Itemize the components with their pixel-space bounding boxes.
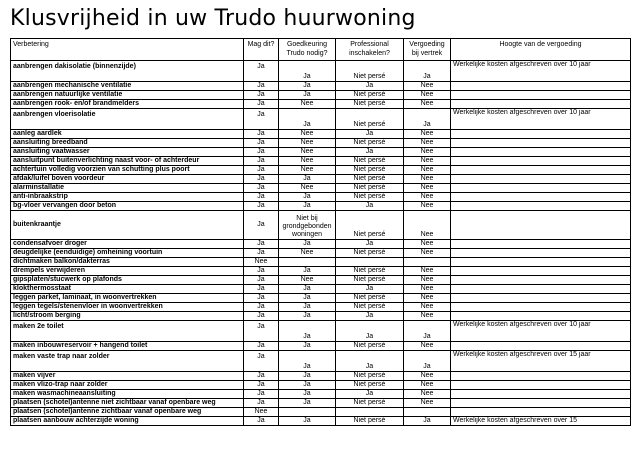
professional-cell: Ja (336, 82, 404, 91)
compensation-amount-cell (451, 100, 631, 109)
professional-cell: Ja (336, 390, 404, 399)
table-row (11, 276, 631, 285)
compensation-cell: Nee (404, 276, 451, 285)
allowed-cell: Ja (244, 249, 279, 258)
compensation-amount-cell (451, 148, 631, 157)
compensation-cell: Nee (404, 130, 451, 139)
approval-cell: Nee (279, 276, 336, 285)
approval-cell: Ja (279, 303, 336, 312)
professional-cell: Ja (336, 202, 404, 211)
allowed-cell: Nee (244, 258, 279, 267)
improvement-cell: deugdelijke (eenduidige) omheining voortuin (11, 249, 244, 258)
professional-cell: Niet persé (336, 342, 404, 351)
improvement-cell: aanleg aardlek (11, 130, 244, 139)
professional-cell: Niet persé (336, 91, 404, 100)
approval-cell: Ja (279, 175, 336, 184)
professional-cell: Niet persé (336, 175, 404, 184)
table-row (11, 294, 631, 303)
allowed-cell: Ja (244, 130, 279, 139)
improvement-cell: gipsplaten/stucwerk op plafonds (11, 276, 244, 285)
compensation-cell: Nee (404, 202, 451, 211)
table-row (11, 82, 631, 91)
approval-cell: Ja (279, 193, 336, 202)
professional-cell: Niet persé (336, 276, 404, 285)
improvement-cell: maken 2e toilet (11, 321, 244, 342)
improvement-cell: aansluiting breedband (11, 139, 244, 148)
header-hoogte: Hoogte van de vergoeding (451, 39, 631, 61)
approval-cell: Ja (279, 267, 336, 276)
improvement-cell: condensafvoer droger (11, 240, 244, 249)
compensation-cell: Ja (404, 321, 451, 342)
approval-cell: Nee (279, 184, 336, 193)
professional-cell: Niet persé (336, 381, 404, 390)
table-row (11, 157, 631, 166)
compensation-amount-cell: Werkelijke kosten afgeschreven over 10 jaar (451, 61, 631, 82)
compensation-cell: Ja (404, 61, 451, 82)
improvement-cell: anti-inbraakstrip (11, 193, 244, 202)
compensation-amount-cell (451, 91, 631, 100)
compensation-cell: Ja (404, 109, 451, 130)
improvement-cell: alarminstallatie (11, 184, 244, 193)
table-body (11, 61, 631, 426)
improvement-cell: dichtmaken balkon/dakterras (11, 258, 244, 267)
allowed-cell: Ja (244, 91, 279, 100)
header-goedkeuring: Goedkeuring Trudo nodig? (279, 39, 336, 61)
approval-cell (279, 258, 336, 267)
approval-cell: Nee (279, 100, 336, 109)
approval-cell (279, 408, 336, 417)
table-row (11, 390, 631, 399)
table-row (11, 372, 631, 381)
allowed-cell: Ja (244, 202, 279, 211)
improvement-cell: aanbrengen dakisolatie (binnenzijde) (11, 61, 244, 82)
approval-cell: Ja (279, 381, 336, 390)
compensation-amount-cell (451, 202, 631, 211)
compensation-amount-cell (451, 184, 631, 193)
approval-cell: Ja (279, 312, 336, 321)
improvement-cell: afdak/luifel boven voordeur (11, 175, 244, 184)
compensation-amount-cell (451, 166, 631, 175)
allowed-cell: Ja (244, 342, 279, 351)
professional-cell: Niet persé (336, 166, 404, 175)
professional-cell: Ja (336, 285, 404, 294)
compensation-amount-cell (451, 399, 631, 408)
table-row (11, 109, 631, 130)
compensation-amount-cell (451, 267, 631, 276)
professional-cell: Ja (336, 321, 404, 342)
header-professional: Professional inschakelen? (336, 39, 404, 61)
compensation-amount-cell (451, 390, 631, 399)
professional-cell: Niet persé (336, 193, 404, 202)
approval-cell: Ja (279, 417, 336, 426)
table-row (11, 148, 631, 157)
approval-cell: Ja (279, 294, 336, 303)
improvement-cell: klokthermosstaat (11, 285, 244, 294)
approval-cell: Ja (279, 240, 336, 249)
allowed-cell: Nee (244, 408, 279, 417)
professional-cell: Niet persé (336, 372, 404, 381)
compensation-amount-cell (451, 249, 631, 258)
compensation-amount-cell (451, 342, 631, 351)
improvement-cell: plaatsen (schotel)antenne zichtbaar vanaf openbare weg (11, 408, 244, 417)
table-row (11, 211, 631, 240)
allowed-cell: Ja (244, 175, 279, 184)
header-mag-dit: Mag dit? (244, 39, 279, 61)
compensation-amount-cell (451, 130, 631, 139)
professional-cell: Niet persé (336, 100, 404, 109)
compensation-cell: Nee (404, 342, 451, 351)
compensation-cell: Nee (404, 166, 451, 175)
allowed-cell: Ja (244, 312, 279, 321)
professional-cell: Niet persé (336, 61, 404, 82)
compensation-amount-cell (451, 372, 631, 381)
table-row (11, 100, 631, 109)
table-header-row (11, 39, 631, 61)
allowed-cell: Ja (244, 417, 279, 426)
compensation-amount-cell: Werkelijke kosten afgeschreven over 10 jaar (451, 321, 631, 342)
improvement-cell: buitenkraantje (11, 211, 244, 240)
compensation-cell: Nee (404, 175, 451, 184)
compensation-cell: Nee (404, 312, 451, 321)
professional-cell: Niet persé (336, 267, 404, 276)
allowed-cell: Ja (244, 276, 279, 285)
approval-cell: Ja (279, 109, 336, 130)
improvement-cell: aanbrengen rook- en/of brandmelders (11, 100, 244, 109)
professional-cell: Niet persé (336, 184, 404, 193)
table-row (11, 166, 631, 175)
professional-cell: Niet persé (336, 303, 404, 312)
compensation-cell: Nee (404, 211, 451, 240)
improvement-cell: aansluiting vaatwasser (11, 148, 244, 157)
approval-cell: Ja (279, 390, 336, 399)
table-row (11, 312, 631, 321)
table-row (11, 351, 631, 372)
table-row (11, 417, 631, 426)
table-row (11, 303, 631, 312)
approval-cell: Ja (279, 202, 336, 211)
table-row (11, 184, 631, 193)
compensation-amount-cell (451, 175, 631, 184)
compensation-cell: Nee (404, 100, 451, 109)
page-title: Klusvrijheid in uw Trudo huurwoning (10, 6, 416, 31)
approval-cell: Ja (279, 321, 336, 342)
approval-cell: Nee (279, 249, 336, 258)
header-verbetering: Verbetering (11, 39, 244, 61)
improvement-cell: maken vijver (11, 372, 244, 381)
professional-cell: Ja (336, 312, 404, 321)
table-row (11, 408, 631, 417)
improvement-cell: plaatsen aanbouw achterzijde woning (11, 417, 244, 426)
compensation-cell: Nee (404, 372, 451, 381)
table-row (11, 130, 631, 139)
compensation-cell: Nee (404, 249, 451, 258)
table-row (11, 61, 631, 82)
improvement-cell: aanbrengen vloerisolatie (11, 109, 244, 130)
compensation-amount-cell (451, 157, 631, 166)
allowed-cell: Ja (244, 372, 279, 381)
compensation-amount-cell (451, 408, 631, 417)
allowed-cell: Ja (244, 381, 279, 390)
table-row (11, 342, 631, 351)
compensation-cell: Nee (404, 148, 451, 157)
professional-cell (336, 408, 404, 417)
compensation-amount-cell: Werkelijke kosten afgeschreven over 15 (451, 417, 631, 426)
compensation-cell: Nee (404, 157, 451, 166)
approval-cell: Ja (279, 285, 336, 294)
compensation-amount-cell (451, 82, 631, 91)
compensation-cell: Nee (404, 285, 451, 294)
table-row (11, 139, 631, 148)
professional-cell: Niet persé (336, 157, 404, 166)
allowed-cell: Ja (244, 184, 279, 193)
approval-cell: Nee (279, 139, 336, 148)
compensation-amount-cell (451, 285, 631, 294)
allowed-cell: Ja (244, 157, 279, 166)
allowed-cell: Ja (244, 193, 279, 202)
header-vergoeding: Vergoeding bij vertrek (404, 39, 451, 61)
improvement-cell: leggen parket, laminaat, in woonvertrekken (11, 294, 244, 303)
compensation-cell: Nee (404, 91, 451, 100)
improvement-cell: maken wasmachineaansluiting (11, 390, 244, 399)
professional-cell: Niet persé (336, 399, 404, 408)
compensation-amount-cell: Werkelijke kosten afgeschreven over 15 jaar (451, 351, 631, 372)
allowed-cell: Ja (244, 390, 279, 399)
compensation-cell: Nee (404, 184, 451, 193)
allowed-cell: Ja (244, 100, 279, 109)
allowed-cell: Ja (244, 139, 279, 148)
allowed-cell: Ja (244, 294, 279, 303)
table-row (11, 91, 631, 100)
compensation-cell: Nee (404, 381, 451, 390)
compensation-amount-cell (451, 258, 631, 267)
approval-cell: Ja (279, 342, 336, 351)
professional-cell: Ja (336, 130, 404, 139)
table-row (11, 267, 631, 276)
professional-cell: Niet persé (336, 139, 404, 148)
approval-cell: Ja (279, 399, 336, 408)
allowed-cell: Ja (244, 82, 279, 91)
compensation-amount-cell: Werkelijke kosten afgeschreven over 10 jaar (451, 109, 631, 130)
renovation-table (10, 38, 631, 426)
compensation-cell: Nee (404, 267, 451, 276)
table-row (11, 202, 631, 211)
approval-cell: Nee (279, 130, 336, 139)
compensation-cell: Nee (404, 139, 451, 148)
table-row (11, 258, 631, 267)
improvement-cell: licht/stroom berging (11, 312, 244, 321)
allowed-cell: Ja (244, 303, 279, 312)
improvement-cell: maken inbouwreservoir + hangend toilet (11, 342, 244, 351)
professional-cell: Ja (336, 240, 404, 249)
professional-cell: Niet persé (336, 417, 404, 426)
compensation-amount-cell (451, 276, 631, 285)
approval-cell: Ja (279, 372, 336, 381)
improvement-cell: bg-vloer vervangen door beton (11, 202, 244, 211)
compensation-amount-cell (451, 193, 631, 202)
compensation-cell: Nee (404, 193, 451, 202)
approval-cell: Nee (279, 148, 336, 157)
compensation-amount-cell (451, 211, 631, 240)
compensation-cell: Ja (404, 417, 451, 426)
improvement-cell: leggen tegels/stenenvloer in woonvertrekken (11, 303, 244, 312)
compensation-amount-cell (451, 381, 631, 390)
allowed-cell: Ja (244, 321, 279, 342)
allowed-cell: Ja (244, 61, 279, 82)
professional-cell: Ja (336, 351, 404, 372)
compensation-cell: Nee (404, 82, 451, 91)
table-row (11, 193, 631, 202)
allowed-cell: Ja (244, 211, 279, 240)
table-row (11, 321, 631, 342)
professional-cell: Niet persé (336, 294, 404, 303)
table-row (11, 240, 631, 249)
approval-cell: Ja (279, 351, 336, 372)
compensation-cell (404, 258, 451, 267)
compensation-amount-cell (451, 139, 631, 148)
approval-cell: Niet bij grondgebonden woningen (279, 211, 336, 240)
approval-cell: Nee (279, 166, 336, 175)
compensation-cell: Nee (404, 303, 451, 312)
allowed-cell: Ja (244, 399, 279, 408)
compensation-cell: Nee (404, 294, 451, 303)
compensation-amount-cell (451, 312, 631, 321)
improvement-cell: maken vlizo-trap naar zolder (11, 381, 244, 390)
allowed-cell: Ja (244, 166, 279, 175)
allowed-cell: Ja (244, 240, 279, 249)
compensation-cell (404, 408, 451, 417)
table-row (11, 381, 631, 390)
allowed-cell: Ja (244, 148, 279, 157)
table-row (11, 249, 631, 258)
compensation-cell: Nee (404, 390, 451, 399)
improvement-cell: maken vaste trap naar zolder (11, 351, 244, 372)
compensation-amount-cell (451, 240, 631, 249)
professional-cell: Ja (336, 148, 404, 157)
approval-cell: Nee (279, 157, 336, 166)
professional-cell: Niet persé (336, 249, 404, 258)
compensation-amount-cell (451, 303, 631, 312)
allowed-cell: Ja (244, 267, 279, 276)
allowed-cell: Ja (244, 285, 279, 294)
compensation-amount-cell (451, 294, 631, 303)
table-row (11, 399, 631, 408)
compensation-cell: Ja (404, 351, 451, 372)
improvement-cell: plaatsen (schotel)antenne niet zichtbaar vanaf openbare weg (11, 399, 244, 408)
professional-cell (336, 258, 404, 267)
approval-cell: Ja (279, 61, 336, 82)
improvement-cell: aansluitpunt buitenverlichting naast voor- of achterdeur (11, 157, 244, 166)
improvement-cell: aanbrengen natuurlijke ventilatie (11, 91, 244, 100)
compensation-cell: Nee (404, 240, 451, 249)
allowed-cell: Ja (244, 351, 279, 372)
approval-cell: Ja (279, 82, 336, 91)
table-row (11, 285, 631, 294)
improvement-cell: achtertuin volledig voorzien van schutting plus poort (11, 166, 244, 175)
professional-cell: Niet persé (336, 211, 404, 240)
approval-cell: Ja (279, 91, 336, 100)
improvement-cell: drempels verwijderen (11, 267, 244, 276)
improvement-cell: aanbrengen mechanische ventilatie (11, 82, 244, 91)
professional-cell: Niet persé (336, 109, 404, 130)
allowed-cell: Ja (244, 109, 279, 130)
table-row (11, 175, 631, 184)
compensation-cell: Nee (404, 399, 451, 408)
